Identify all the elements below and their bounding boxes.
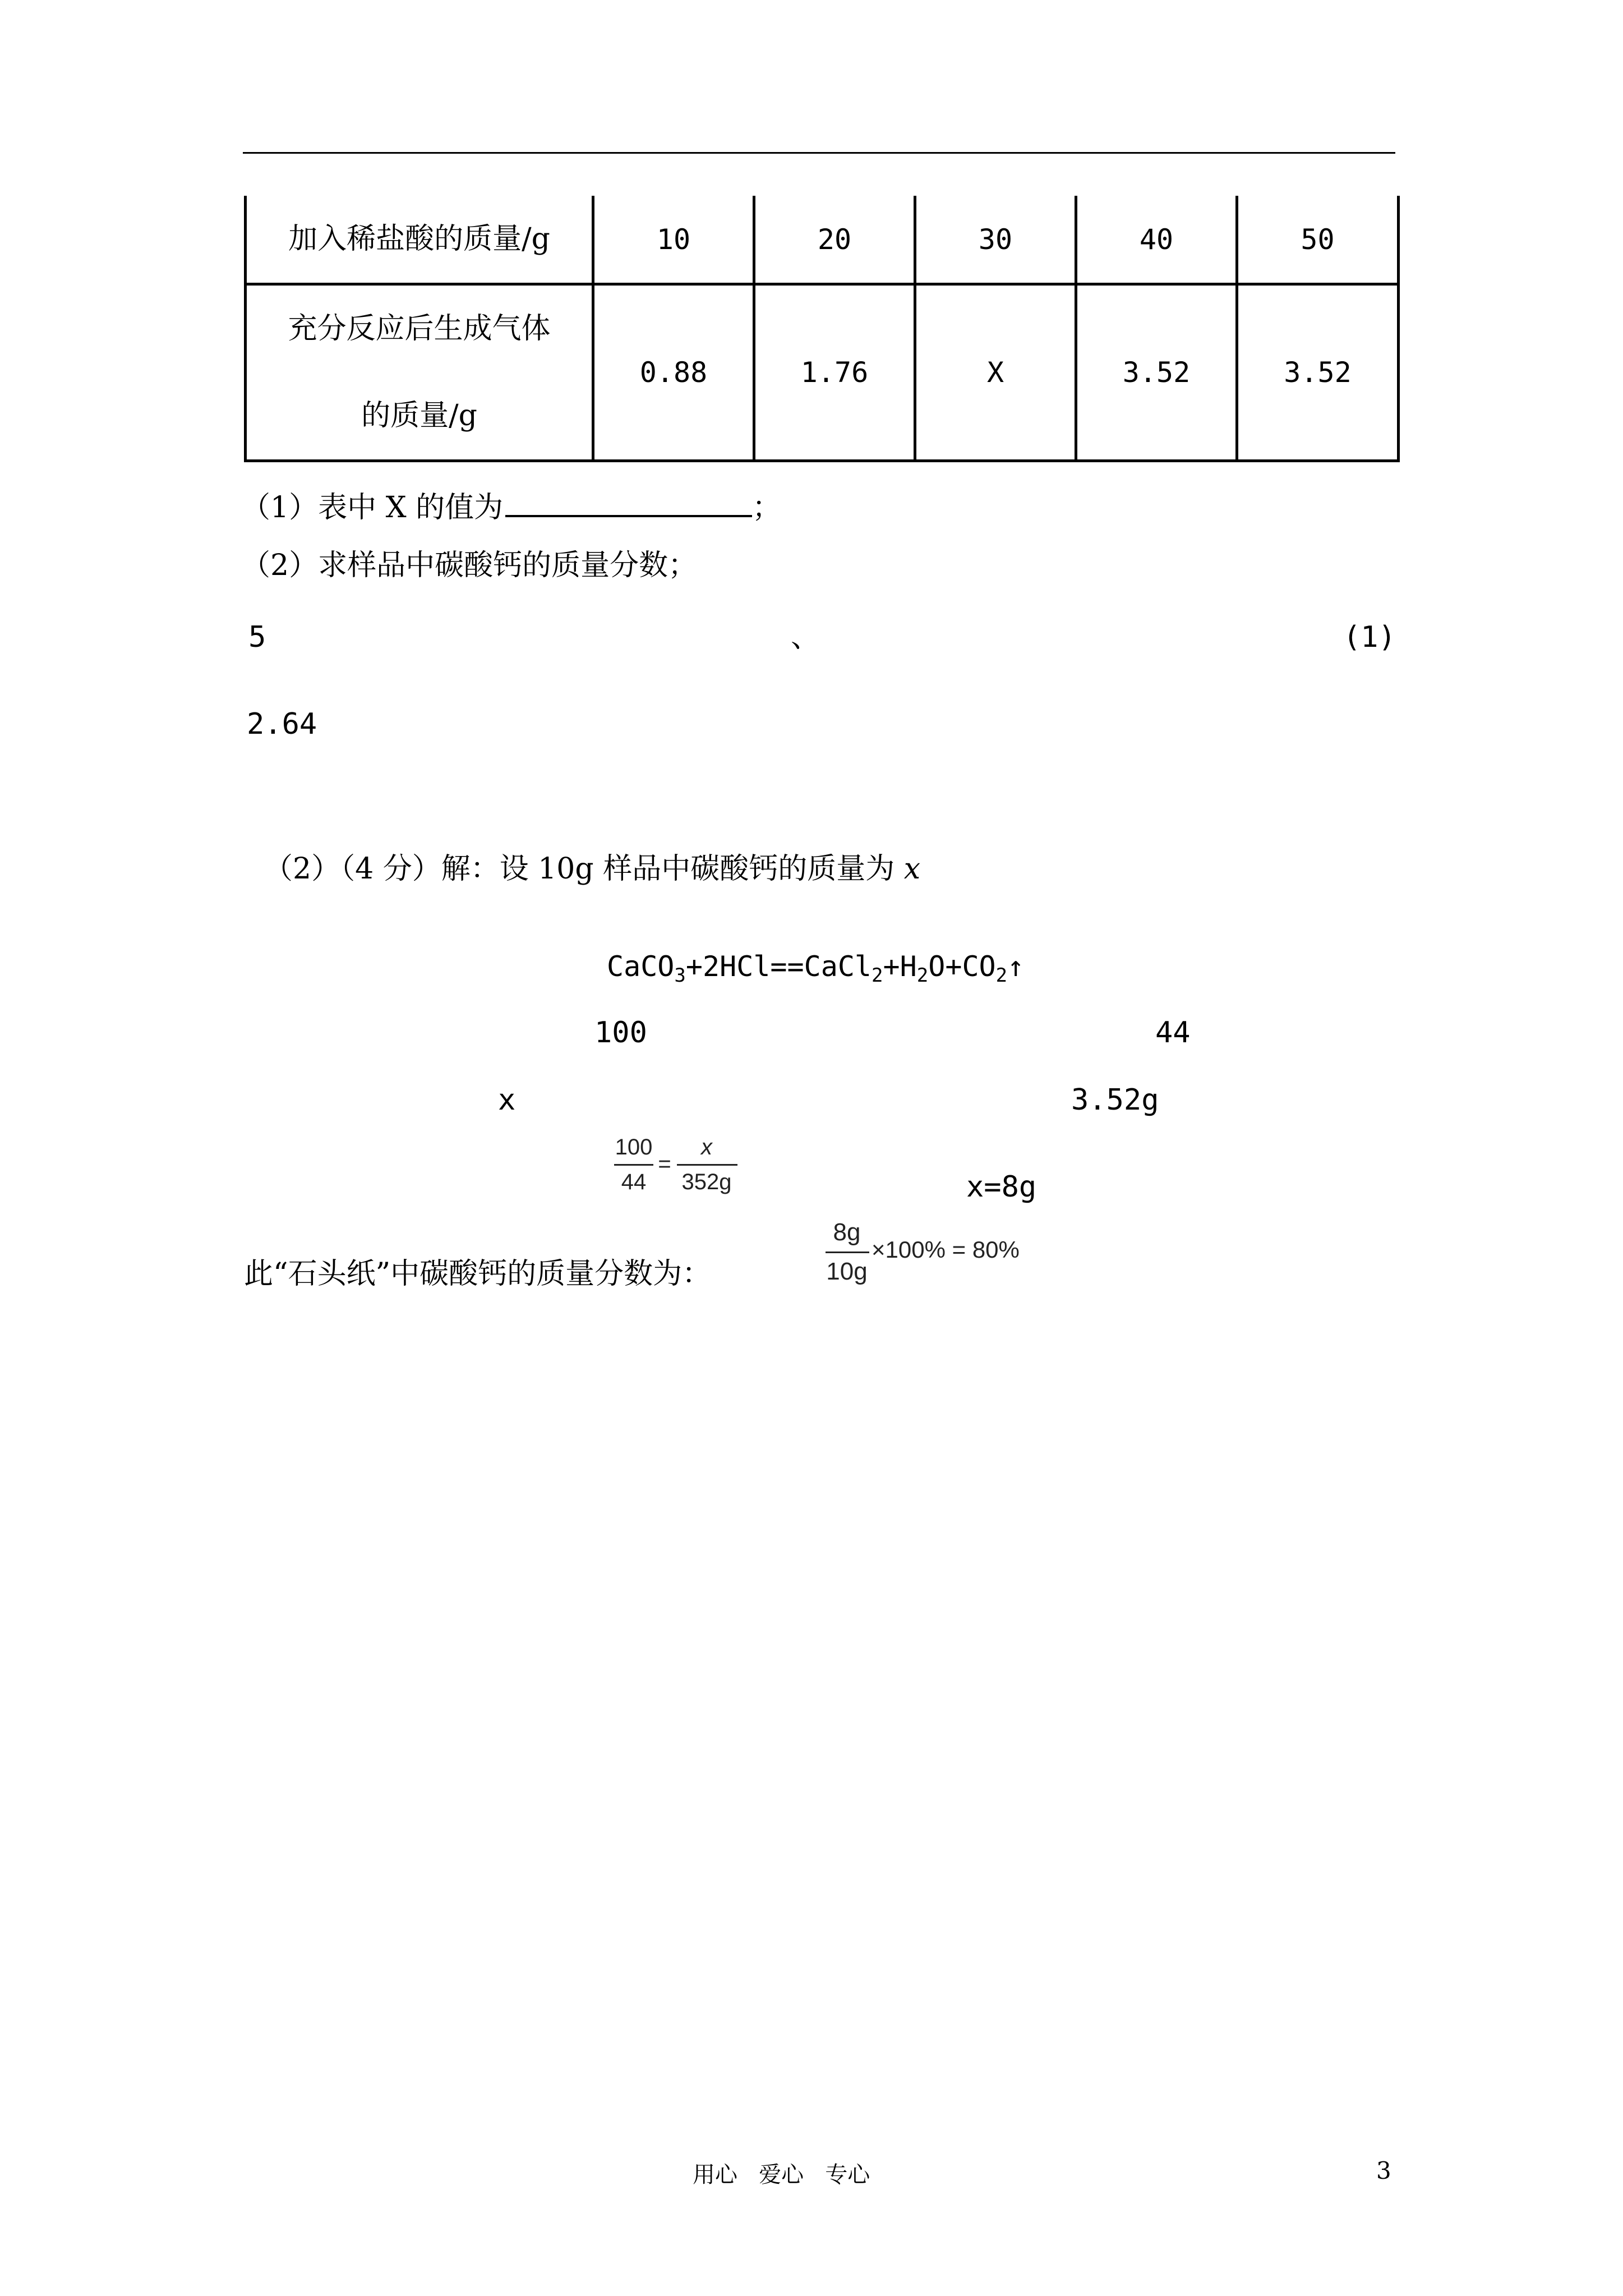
table-cell: 30: [915, 196, 1076, 284]
gas-arrow-icon: ↑: [1007, 950, 1025, 983]
question-1-end: ；: [752, 491, 782, 524]
ratio-left-denominator: 44: [621, 1170, 647, 1194]
unknown-mass: x: [498, 1083, 516, 1117]
ratio-left-bar: [614, 1164, 653, 1166]
conclusion-denominator: 10g: [826, 1258, 868, 1285]
equation-subscript: 2: [916, 964, 929, 987]
ratio-right-denominator: 352g: [681, 1170, 732, 1194]
molar-mass-caco3: 100: [594, 1016, 647, 1050]
equation-subscript: 3: [674, 964, 686, 987]
equation-subscript: 2: [995, 964, 1008, 987]
table-cell: 40: [1076, 196, 1237, 284]
table-row: [246, 196, 1399, 284]
conclusion-bar: [826, 1251, 869, 1253]
equation-part: +2HCl==CaCl: [685, 950, 872, 983]
chemical-equation: [607, 950, 1025, 987]
ratio-left-numerator: 100: [615, 1135, 653, 1159]
solution-intro-text: （2）（4 分）解：设 10g 样品中碳酸钙的质量为: [264, 852, 895, 886]
conclusion-label: 此“石头纸”中碳酸钙的质量分数为：: [244, 1257, 712, 1291]
equation-subscript: 2: [872, 964, 883, 987]
equation-part: +H: [883, 950, 917, 983]
table-cell: 3.52: [1237, 284, 1399, 461]
question-1-text: （1）表中 X 的值为: [241, 491, 504, 524]
question-2: （2）求样品中碳酸钙的质量分数；: [241, 549, 698, 582]
table-cell: X: [915, 284, 1076, 461]
conclusion-formula: [824, 1220, 1049, 1293]
answer-part-label: (1): [1343, 620, 1396, 654]
ratio-formula: [614, 1136, 749, 1203]
table-cell: 3.52: [1076, 284, 1237, 461]
ratio-equals: =: [658, 1152, 671, 1176]
table-cell: 0.88: [593, 284, 754, 461]
answer-number: 5: [248, 620, 266, 654]
equation-part: O+CO: [928, 950, 996, 983]
page-number: 3: [1376, 2157, 1391, 2184]
ratio-right-bar: [677, 1164, 737, 1166]
row-header-line: 充分反应后生成气体: [288, 312, 551, 346]
row-header-line: 的质量/g: [361, 399, 477, 432]
known-gas-mass: 3.52g: [1071, 1083, 1159, 1117]
table-cell: 1.76: [754, 284, 915, 461]
table-row: [246, 284, 1399, 461]
answer-separator: 、: [791, 620, 820, 654]
question-1: [241, 488, 781, 522]
table-cell: 10: [593, 196, 754, 284]
row-header-acid-mass: 加入稀盐酸的质量/g: [246, 196, 593, 284]
row-header-gas-mass: [246, 284, 593, 461]
equation-part: CaCO: [607, 950, 675, 983]
answer-blank: [505, 488, 752, 517]
conclusion-numerator: 8g: [833, 1218, 861, 1246]
ratio-right-numerator: x: [701, 1135, 712, 1159]
answer-x-value: 2.64: [247, 707, 317, 741]
footer-motto: 用心 爱心 专心: [693, 2162, 870, 2188]
table-cell: 50: [1237, 196, 1399, 284]
conclusion-rest: ×100% = 80%: [872, 1236, 1020, 1263]
solution-result: x=8g: [966, 1170, 1037, 1204]
solution-intro: [264, 854, 920, 884]
solution-variable: x: [903, 852, 921, 886]
header-rule: [243, 152, 1395, 154]
molar-mass-co2: 44: [1155, 1016, 1191, 1050]
table-cell: 20: [754, 196, 915, 284]
data-table: [244, 196, 1400, 462]
